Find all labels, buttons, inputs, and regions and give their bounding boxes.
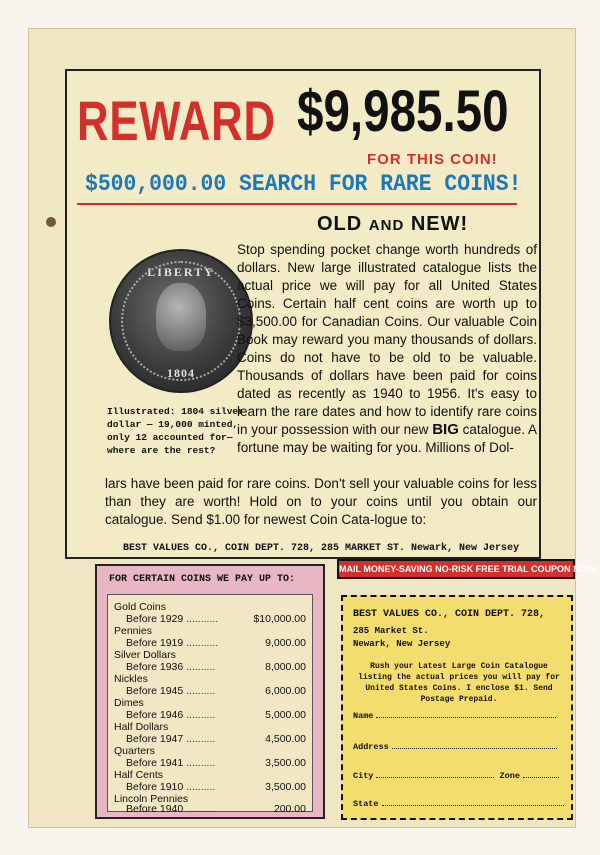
price-row-category: Quarters	[114, 745, 155, 757]
price-row-value: 9,000.00	[265, 637, 306, 649]
staple-hole	[46, 217, 56, 227]
old-and-new-heading	[317, 213, 468, 236]
and-word: AND	[368, 217, 405, 234]
price-row-detail: Before 1946	[126, 709, 184, 721]
price-row-detail: Before 1940	[126, 803, 184, 815]
ad-body-part2: catalogue. A fortune may be waiting for you. Millions of Dol-	[237, 422, 537, 455]
price-row: Before 1929 ........... $10,000.00	[114, 613, 308, 625]
coin-legend: LIBERTY	[147, 265, 215, 279]
price-row-category: Lincoln Pennies	[114, 793, 189, 805]
price-row-value: 3,500.00	[265, 757, 306, 769]
state-label: State	[353, 799, 379, 809]
reward-heading: REWARD	[77, 89, 276, 152]
price-row-detail: Before 1947	[126, 733, 184, 745]
rare-coin-ad	[65, 69, 541, 559]
price-row-detail: Before 1936	[126, 661, 184, 673]
coupon-company: BEST VALUES CO., COIN DEPT. 728,	[353, 609, 546, 620]
price-row: Before 1945 .......... 6,000.00	[114, 685, 308, 697]
price-table-body	[107, 594, 313, 815]
headline-underline	[77, 203, 517, 205]
coupon-banner: MAIL MONEY-SAVING NO-RISK FREE TRIAL COUPON NOW!	[337, 559, 575, 579]
zone-label: Zone	[499, 771, 520, 781]
search-headline: $500,000.00 SEARCH FOR RARE COINS!	[85, 171, 522, 197]
state-field	[353, 797, 563, 809]
address-field	[353, 740, 563, 752]
price-row-category: Silver Dollars	[114, 649, 176, 661]
coin-caption: Illustrated: 1804 silver dollar — 19,000 minted, only 12 accounted for— where are the rest?	[107, 406, 244, 456]
ad-body-part1: Stop spending pocket change worth hundreds of dollars. New large illustrated catalogue lists the actual price we will pay for all United States Coins. Certain half cent coins are worth up to $3,500.00 for Canadian Coins. Our valuable Coin Book may reward you many thousands of dollars. Coins do not have to be old to be valuable. Thousands of dollars have been paid for coins dated as recently as 1940 to 1956. It's easy to learn the rare dates and how to identify rare coins in your possession with our new	[237, 242, 537, 437]
address-line	[392, 740, 557, 749]
price-row-value: $10,000.00	[253, 613, 306, 625]
old-word: OLD	[317, 213, 363, 235]
for-this-coin-label: FOR THIS COIN!	[367, 151, 498, 168]
price-row: Before 1941 .......... 3,500.00	[114, 757, 308, 769]
price-row: Before 1910 .......... 3,500.00	[114, 781, 308, 793]
price-row-value: 6,000.00	[265, 685, 306, 697]
coupon-street: 285 Market St.	[353, 626, 429, 636]
price-row-category: Half Cents	[114, 769, 164, 781]
ad-body-text-continued: lars have been paid for rare coins. Don't sell your valuable coins for less than they are worth! Hold on to your coins until you obtain our catalogue. Send $1.00 for newest Coin Cata-logue to:	[105, 476, 537, 527]
price-row-category: Pennies	[114, 625, 152, 637]
coupon-form	[341, 595, 573, 820]
zone-line	[523, 769, 559, 778]
silver-dollar-coin-image	[109, 249, 253, 393]
coupon-city: Newark, New Jersey	[353, 639, 451, 649]
price-row-detail: Before 1929	[126, 613, 184, 625]
price-row: Before 1946 .......... 5,000.00	[114, 709, 308, 721]
price-row-value: 3,500.00	[265, 781, 306, 793]
price-table	[95, 564, 325, 819]
state-line	[382, 797, 564, 806]
city-zone-field	[353, 769, 563, 781]
coin-year: 1804	[167, 366, 195, 380]
comic-back-cover	[28, 28, 599, 828]
price-row-value: 4,500.00	[265, 733, 306, 745]
price-table-title: FOR CERTAIN COINS WE PAY UP TO:	[109, 574, 296, 585]
price-row: Before 1919 ........... 9,000.00	[114, 637, 308, 649]
price-row: Before 1936 .......... 8,000.00	[114, 661, 308, 673]
price-row-detail: Before 1941	[126, 757, 184, 769]
price-row-value: 5,000.00	[265, 709, 306, 721]
ad-body-text	[237, 241, 537, 457]
coupon-text: Rush your Latest Large Coin Catalogue listing the actual prices you will pay for United States Coins. I enclose $1. Send Postage Prepaid.	[358, 662, 560, 704]
name-label: Name	[353, 711, 374, 721]
name-field	[353, 709, 563, 721]
name-line	[376, 709, 556, 718]
company-address: BEST VALUES CO., COIN DEPT. 728, 285 MARKET ST. Newark, New Jersey	[123, 543, 520, 554]
price-row-category: Half Dollars	[114, 721, 169, 733]
price-row: Before 1940 .......... 200.00	[114, 803, 308, 815]
price-row-category: Gold Coins	[114, 601, 166, 613]
price-row-detail: Before 1910	[126, 781, 184, 793]
price-row-detail: Before 1945	[126, 685, 184, 697]
city-label: City	[353, 771, 374, 781]
big-word: BIG	[432, 421, 459, 438]
coupon-address	[353, 625, 450, 651]
address-label: Address	[353, 742, 389, 752]
price-row-value: 8,000.00	[265, 661, 306, 673]
new-word: NEW!	[410, 213, 469, 235]
city-line	[376, 769, 494, 778]
price-row-detail: Before 1919	[126, 637, 184, 649]
price-row-value: 200.00	[273, 803, 306, 815]
price-row-category: Dimes	[114, 697, 144, 709]
liberty-bust	[156, 283, 206, 351]
reward-amount: $9,985.50	[297, 79, 509, 144]
price-row-category: Nickles	[114, 673, 148, 685]
price-row: Before 1947 .......... 4,500.00	[114, 733, 308, 745]
